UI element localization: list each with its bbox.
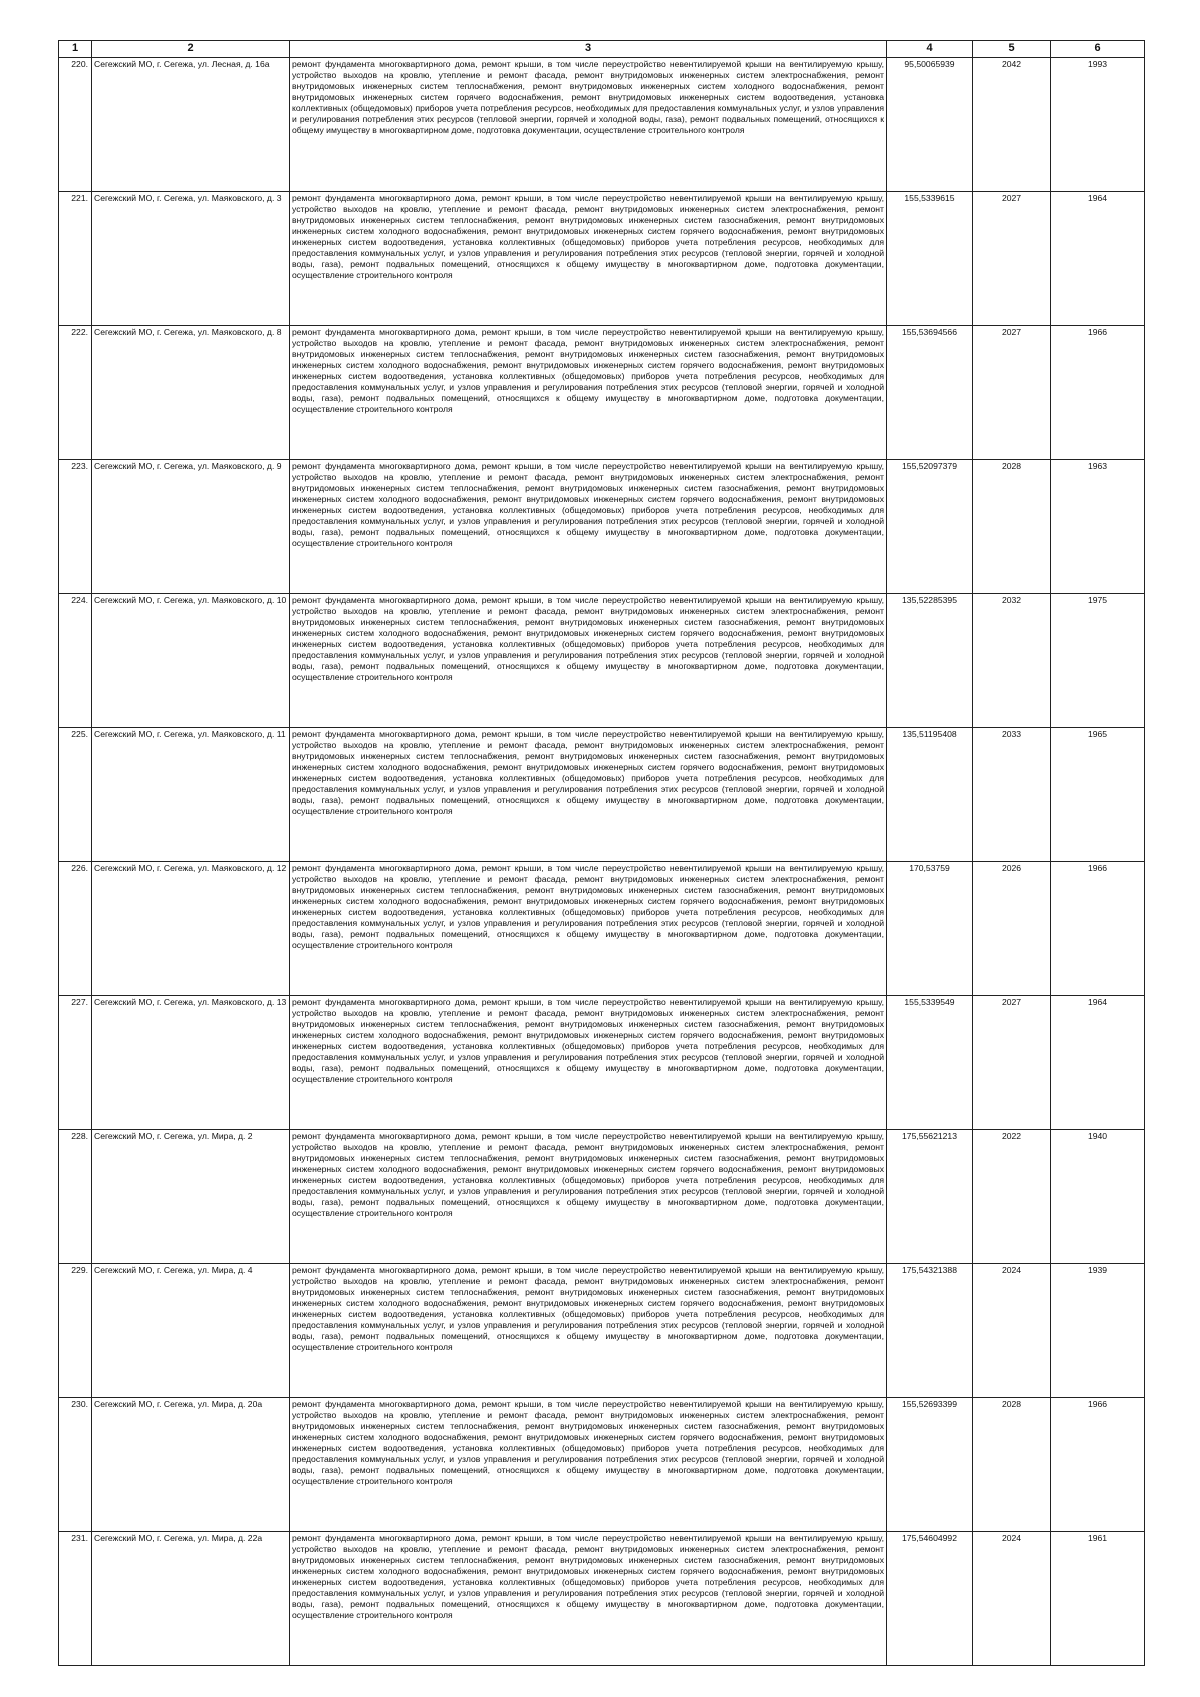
planned-year-cell: 2027 (973, 192, 1051, 326)
address-cell: Сегежский МО, г. Сегежа, ул. Маяковского, д. 3 (92, 192, 290, 326)
works-list-cell: ремонт фундамента многоквартирного дома, ремонт крыши, в том числе переустройство невентилируемой крыши на вентилируемую крышу, устройство выходов на кровлю, утепление и ремонт фасада, ремонт внутридомовых инженерных систем электроснабжения, ремонт внутридомовых инженерных систем теплоснабжения, ремонт внутридомовых инженерных систем газоснабжения, ремонт внутридомовых инженерных систем холодного водоснабжения, ремонт внутридомовых инженерных систем горячего водоснабжения, ремонт внутридомовых инженерных систем водоотведения, установка коллективных (общедомовых) приборов учета потребления ресурсов, необходимых для предоставления коммунальных услуг, и узлов управления и регулирования потребления этих ресурсов (тепловой энергии, горячей и холодной воды, газа), ремонт подвальных помещений, относящихся к общему имуществу в многоквартирном доме, подготовка документации, осуществление строительного контроля (290, 192, 887, 326)
works-list-cell: ремонт фундамента многоквартирного дома, ремонт крыши, в том числе переустройство невентилируемой крыши на вентилируемую крышу, устройство выходов на кровлю, утепление и ремонт фасада, ремонт внутридомовых инженерных систем электроснабжения, ремонт внутридомовых инженерных систем теплоснабжения, ремонт внутридомовых инженерных систем газоснабжения, ремонт внутридомовых инженерных систем холодного водоснабжения, ремонт внутридомовых инженерных систем горячего водоснабжения, ремонт внутридомовых инженерных систем водоотведения, установка коллективных (общедомовых) приборов учета потребления ресурсов, необходимых для предоставления коммунальных услуг, и узлов управления и регулирования потребления этих ресурсов (тепловой энергии, горячей и холодной воды, газа), ремонт подвальных помещений, относящихся к общему имуществу в многоквартирном доме, подготовка документации, осуществление строительного контроля (290, 326, 887, 460)
row-number: 226. (59, 862, 92, 996)
works-list-cell: ремонт фундамента многоквартирного дома, ремонт крыши, в том числе переустройство невентилируемой крыши на вентилируемую крышу, устройство выходов на кровлю, утепление и ремонт фасада, ремонт внутридомовых инженерных систем электроснабжения, ремонт внутридомовых инженерных систем теплоснабжения, ремонт внутридомовых инженерных систем газоснабжения, ремонт внутридомовых инженерных систем холодного водоснабжения, ремонт внутридомовых инженерных систем горячего водоснабжения, ремонт внутридомовых инженерных систем водоотведения, установка коллективных (общедомовых) приборов учета потребления ресурсов, необходимых для предоставления коммунальных услуг, и узлов управления и регулирования потребления этих ресурсов (тепловой энергии, горячей и холодной воды, газа), ремонт подвальных помещений, относящихся к общему имуществу в многоквартирном доме, подготовка документации, осуществление строительного контроля (290, 728, 887, 862)
cost-cell: 155,53694566 (887, 326, 973, 460)
address-cell: Сегежский МО, г. Сегежа, ул. Маяковского, д. 13 (92, 996, 290, 1130)
works-list-cell: ремонт фундамента многоквартирного дома, ремонт крыши, в том числе переустройство невентилируемой крыши на вентилируемую крышу, устройство выходов на кровлю, утепление и ремонт фасада, ремонт внутридомовых инженерных систем электроснабжения, ремонт внутридомовых инженерных систем теплоснабжения, ремонт внутридомовых инженерных систем газоснабжения, ремонт внутридомовых инженерных систем холодного водоснабжения, ремонт внутридомовых инженерных систем горячего водоснабжения, ремонт внутридомовых инженерных систем водоотведения, установка коллективных (общедомовых) приборов учета потребления ресурсов, необходимых для предоставления коммунальных услуг, и узлов управления и регулирования потребления этих ресурсов (тепловой энергии, горячей и холодной воды, газа), ремонт подвальных помещений, относящихся к общему имуществу в многоквартирном доме, подготовка документации, осуществление строительного контроля (290, 460, 887, 594)
planned-year-cell: 2027 (973, 996, 1051, 1130)
row-number: 221. (59, 192, 92, 326)
table-row (59, 1130, 1145, 1264)
built-year-cell: 1940 (1051, 1130, 1145, 1264)
table-row (59, 1532, 1145, 1666)
row-number: 225. (59, 728, 92, 862)
table-row (59, 594, 1145, 728)
works-list-cell: ремонт фундамента многоквартирного дома, ремонт крыши, в том числе переустройство невентилируемой крыши на вентилируемую крышу, устройство выходов на кровлю, утепление и ремонт фасада, ремонт внутридомовых инженерных систем электроснабжения, ремонт внутридомовых инженерных систем теплоснабжения, ремонт внутридомовых инженерных систем холодного водоснабжения, ремонт внутридомовых инженерных систем горячего водоснабжения, ремонт внутридомовых инженерных систем водоотведения, установка коллективных (общедомовых) приборов учета потребления ресурсов, необходимых для предоставления коммунальных услуг, и узлов управления и регулирования потребления этих ресурсов (тепловой энергии, горячей и холодной воды, газа), ремонт подвальных помещений, относящихся к общему имуществу в многоквартирном доме, подготовка документации, осуществление строительного контроля (290, 58, 887, 192)
address-cell: Сегежский МО, г. Сегежа, ул. Мира, д. 20а (92, 1398, 290, 1532)
built-year-cell: 1961 (1051, 1532, 1145, 1666)
cost-cell: 155,52097379 (887, 460, 973, 594)
cost-cell: 155,5339615 (887, 192, 973, 326)
planned-year-cell: 2028 (973, 1398, 1051, 1532)
row-number: 224. (59, 594, 92, 728)
built-year-cell: 1966 (1051, 326, 1145, 460)
header-col-2: 2 (92, 41, 290, 58)
table-row (59, 996, 1145, 1130)
cost-cell: 175,55621213 (887, 1130, 973, 1264)
cost-cell: 175,54321388 (887, 1264, 973, 1398)
row-number: 220. (59, 58, 92, 192)
built-year-cell: 1975 (1051, 594, 1145, 728)
built-year-cell: 1965 (1051, 728, 1145, 862)
table-row (59, 1264, 1145, 1398)
row-number: 227. (59, 996, 92, 1130)
planned-year-cell: 2026 (973, 862, 1051, 996)
built-year-cell: 1939 (1051, 1264, 1145, 1398)
address-cell: Сегежский МО, г. Сегежа, ул. Маяковского, д. 9 (92, 460, 290, 594)
address-cell: Сегежский МО, г. Сегежа, ул. Маяковского, д. 12 (92, 862, 290, 996)
header-col-6: 6 (1051, 41, 1145, 58)
works-list-cell: ремонт фундамента многоквартирного дома, ремонт крыши, в том числе переустройство невентилируемой крыши на вентилируемую крышу, устройство выходов на кровлю, утепление и ремонт фасада, ремонт внутридомовых инженерных систем электроснабжения, ремонт внутридомовых инженерных систем теплоснабжения, ремонт внутридомовых инженерных систем газоснабжения, ремонт внутридомовых инженерных систем холодного водоснабжения, ремонт внутридомовых инженерных систем горячего водоснабжения, ремонт внутридомовых инженерных систем водоотведения, установка коллективных (общедомовых) приборов учета потребления ресурсов, необходимых для предоставления коммунальных услуг, и узлов управления и регулирования потребления этих ресурсов (тепловой энергии, горячей и холодной воды, газа), ремонт подвальных помещений, относящихся к общему имуществу в многоквартирном доме, подготовка документации, осуществление строительного контроля (290, 1130, 887, 1264)
planned-year-cell: 2042 (973, 58, 1051, 192)
address-cell: Сегежский МО, г. Сегежа, ул. Мира, д. 2 (92, 1130, 290, 1264)
works-list-cell: ремонт фундамента многоквартирного дома, ремонт крыши, в том числе переустройство невентилируемой крыши на вентилируемую крышу, устройство выходов на кровлю, утепление и ремонт фасада, ремонт внутридомовых инженерных систем электроснабжения, ремонт внутридомовых инженерных систем теплоснабжения, ремонт внутридомовых инженерных систем газоснабжения, ремонт внутридомовых инженерных систем холодного водоснабжения, ремонт внутридомовых инженерных систем горячего водоснабжения, ремонт внутридомовых инженерных систем водоотведения, установка коллективных (общедомовых) приборов учета потребления ресурсов, необходимых для предоставления коммунальных услуг, и узлов управления и регулирования потребления этих ресурсов (тепловой энергии, горячей и холодной воды, газа), ремонт подвальных помещений, относящихся к общему имуществу в многоквартирном доме, подготовка документации, осуществление строительного контроля (290, 1532, 887, 1666)
built-year-cell: 1963 (1051, 460, 1145, 594)
works-list-cell: ремонт фундамента многоквартирного дома, ремонт крыши, в том числе переустройство невентилируемой крыши на вентилируемую крышу, устройство выходов на кровлю, утепление и ремонт фасада, ремонт внутридомовых инженерных систем электроснабжения, ремонт внутридомовых инженерных систем теплоснабжения, ремонт внутридомовых инженерных систем газоснабжения, ремонт внутридомовых инженерных систем холодного водоснабжения, ремонт внутридомовых инженерных систем горячего водоснабжения, ремонт внутридомовых инженерных систем водоотведения, установка коллективных (общедомовых) приборов учета потребления ресурсов, необходимых для предоставления коммунальных услуг, и узлов управления и регулирования потребления этих ресурсов (тепловой энергии, горячей и холодной воды, газа), ремонт подвальных помещений, относящихся к общему имуществу в многоквартирном доме, подготовка документации, осуществление строительного контроля (290, 1398, 887, 1532)
cost-cell: 155,5339549 (887, 996, 973, 1130)
address-cell: Сегежский МО, г. Сегежа, ул. Мира, д. 22а (92, 1532, 290, 1666)
header-col-3: 3 (290, 41, 887, 58)
built-year-cell: 1993 (1051, 58, 1145, 192)
repair-program-table (58, 40, 1145, 1666)
planned-year-cell: 2033 (973, 728, 1051, 862)
row-number: 231. (59, 1532, 92, 1666)
planned-year-cell: 2032 (973, 594, 1051, 728)
row-number: 223. (59, 460, 92, 594)
works-list-cell: ремонт фундамента многоквартирного дома, ремонт крыши, в том числе переустройство невентилируемой крыши на вентилируемую крышу, устройство выходов на кровлю, утепление и ремонт фасада, ремонт внутридомовых инженерных систем электроснабжения, ремонт внутридомовых инженерных систем теплоснабжения, ремонт внутридомовых инженерных систем газоснабжения, ремонт внутридомовых инженерных систем холодного водоснабжения, ремонт внутридомовых инженерных систем горячего водоснабжения, ремонт внутридомовых инженерных систем водоотведения, установка коллективных (общедомовых) приборов учета потребления ресурсов, необходимых для предоставления коммунальных услуг, и узлов управления и регулирования потребления этих ресурсов (тепловой энергии, горячей и холодной воды, газа), ремонт подвальных помещений, относящихся к общему имуществу в многоквартирном доме, подготовка документации, осуществление строительного контроля (290, 862, 887, 996)
planned-year-cell: 2028 (973, 460, 1051, 594)
planned-year-cell: 2024 (973, 1532, 1051, 1666)
table-row (59, 728, 1145, 862)
table-header-row (59, 41, 1145, 58)
address-cell: Сегежский МО, г. Сегежа, ул. Маяковского, д. 11 (92, 728, 290, 862)
table-row (59, 460, 1145, 594)
row-number: 229. (59, 1264, 92, 1398)
table-row (59, 58, 1145, 192)
built-year-cell: 1964 (1051, 996, 1145, 1130)
address-cell: Сегежский МО, г. Сегежа, ул. Маяковского, д. 8 (92, 326, 290, 460)
row-number: 222. (59, 326, 92, 460)
address-cell: Сегежский МО, г. Сегежа, ул. Мира, д. 4 (92, 1264, 290, 1398)
address-cell: Сегежский МО, г. Сегежа, ул. Маяковского, д. 10 (92, 594, 290, 728)
planned-year-cell: 2027 (973, 326, 1051, 460)
header-col-1: 1 (59, 41, 92, 58)
address-cell: Сегежский МО, г. Сегежа, ул. Лесная, д. 16а (92, 58, 290, 192)
works-list-cell: ремонт фундамента многоквартирного дома, ремонт крыши, в том числе переустройство невентилируемой крыши на вентилируемую крышу, устройство выходов на кровлю, утепление и ремонт фасада, ремонт внутридомовых инженерных систем электроснабжения, ремонт внутридомовых инженерных систем теплоснабжения, ремонт внутридомовых инженерных систем газоснабжения, ремонт внутридомовых инженерных систем холодного водоснабжения, ремонт внутридомовых инженерных систем горячего водоснабжения, ремонт внутридомовых инженерных систем водоотведения, установка коллективных (общедомовых) приборов учета потребления ресурсов, необходимых для предоставления коммунальных услуг, и узлов управления и регулирования потребления этих ресурсов (тепловой энергии, горячей и холодной воды, газа), ремонт подвальных помещений, относящихся к общему имуществу в многоквартирном доме, подготовка документации, осуществление строительного контроля (290, 996, 887, 1130)
row-number: 228. (59, 1130, 92, 1264)
works-list-cell: ремонт фундамента многоквартирного дома, ремонт крыши, в том числе переустройство невентилируемой крыши на вентилируемую крышу, устройство выходов на кровлю, утепление и ремонт фасада, ремонт внутридомовых инженерных систем электроснабжения, ремонт внутридомовых инженерных систем теплоснабжения, ремонт внутридомовых инженерных систем газоснабжения, ремонт внутридомовых инженерных систем холодного водоснабжения, ремонт внутридомовых инженерных систем горячего водоснабжения, ремонт внутридомовых инженерных систем водоотведения, установка коллективных (общедомовых) приборов учета потребления ресурсов, необходимых для предоставления коммунальных услуг, и узлов управления и регулирования потребления этих ресурсов (тепловой энергии, горячей и холодной воды, газа), ремонт подвальных помещений, относящихся к общему имуществу в многоквартирном доме, подготовка документации, осуществление строительного контроля (290, 594, 887, 728)
document-page (58, 40, 1144, 1666)
cost-cell: 135,52285395 (887, 594, 973, 728)
table-row (59, 326, 1145, 460)
table-row (59, 862, 1145, 996)
cost-cell: 155,52693399 (887, 1398, 973, 1532)
planned-year-cell: 2022 (973, 1130, 1051, 1264)
header-col-5: 5 (973, 41, 1051, 58)
built-year-cell: 1966 (1051, 862, 1145, 996)
built-year-cell: 1964 (1051, 192, 1145, 326)
table-row (59, 192, 1145, 326)
table-row (59, 1398, 1145, 1532)
cost-cell: 135,51195408 (887, 728, 973, 862)
cost-cell: 170,53759 (887, 862, 973, 996)
row-number: 230. (59, 1398, 92, 1532)
planned-year-cell: 2024 (973, 1264, 1051, 1398)
works-list-cell: ремонт фундамента многоквартирного дома, ремонт крыши, в том числе переустройство невентилируемой крыши на вентилируемую крышу, устройство выходов на кровлю, утепление и ремонт фасада, ремонт внутридомовых инженерных систем электроснабжения, ремонт внутридомовых инженерных систем теплоснабжения, ремонт внутридомовых инженерных систем газоснабжения, ремонт внутридомовых инженерных систем холодного водоснабжения, ремонт внутридомовых инженерных систем горячего водоснабжения, ремонт внутридомовых инженерных систем водоотведения, установка коллективных (общедомовых) приборов учета потребления ресурсов, необходимых для предоставления коммунальных услуг, и узлов управления и регулирования потребления этих ресурсов (тепловой энергии, горячей и холодной воды, газа), ремонт подвальных помещений, относящихся к общему имуществу в многоквартирном доме, подготовка документации, осуществление строительного контроля (290, 1264, 887, 1398)
header-col-4: 4 (887, 41, 973, 58)
cost-cell: 95,50065939 (887, 58, 973, 192)
built-year-cell: 1966 (1051, 1398, 1145, 1532)
cost-cell: 175,54604992 (887, 1532, 973, 1666)
